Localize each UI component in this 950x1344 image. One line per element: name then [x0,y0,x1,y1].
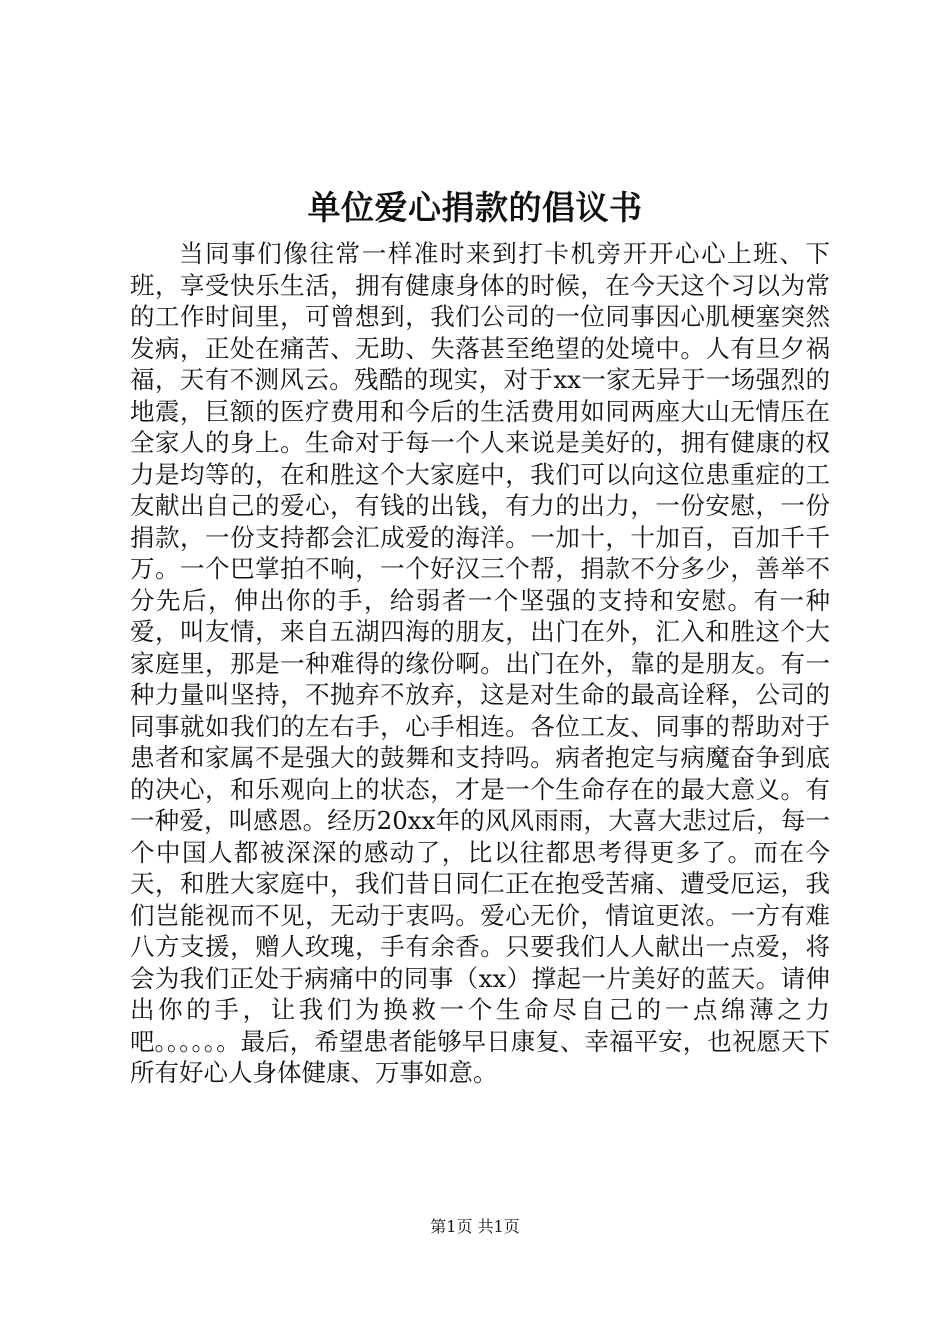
page-footer: 第1页 共1页 [430,1217,520,1236]
document-body: 当同事们像往常一样准时来到打卡机旁开开心心上班、下班，享受快乐生活，拥有健康身体的时候，在今天这个习以为常的工作时间里，可曾想到，我们公司的一位同事因心肌梗塞突然发病，正处在痛苦、无助、失落甚至绝望的处境中。人有旦夕祸福，天有不测风云。残酷的现实，对于xx一家无异于一场强烈的地震，巨额的医疗费用和今后的生活费用如同两座大山无情压在全家人的身上。生命对于每一个人来说是美好的，拥有健康的权力是均等的，在和胜这个大家庭中，我们可以向这位患重症的工友献出自己的爱心，有钱的出钱，有力的出力，一份安慰，一份捐款，一份支持都会汇成爱的海洋。一加十，十加百，百加千千万。一个巴掌拍不响，一个好汉三个帮，捐款不分多少，善举不分先后，伸出你的手，给弱者一个坚强的支持和安慰。有一种爱，叫友情，来自五湖四海的朋友，出门在外，汇入和胜这个大家庭里，那是一种难得的缘份啊。出门在外，靠的是朋友。有一种力量叫坚持，不抛弃不放弃，这是对生命的最高诠释，公司的同事就如我们的左右手，心手相连。各位工友、同事的帮助对于患者和家属不是强大的鼓舞和支持吗。病者抱定与病魔奋争到底的决心，和乐观向上的状态，才是一个生命存在的最大意义。有一种爱，叫感恩。经历20xx年的风风雨雨，大喜大悲过后，每一个中国人都被深深的感动了，比以往都思考得更多了。而在今天，和胜大家庭中，我们昔日同仁正在抱受苦痛、遭受厄运，我们岂能视而不见，无动于衷吗。爱心无价，情谊更浓。一方有难八方支援，赠人玫瑰，手有余香。只要我们人人献出一点爱，将会为我们正处于病痛中的同事（xx）撑起一片美好的蓝天。请伸出你的手，让我们为换救一个生命尽自己的一点绵薄之力吧。。。。。。最后，希望患者能够早日康复、幸福平安，也祝愿天下所有好心人身体健康、万事如意。 [130,239,830,1087]
document-title: 单位爱心捐款的倡议书 [307,188,643,227]
